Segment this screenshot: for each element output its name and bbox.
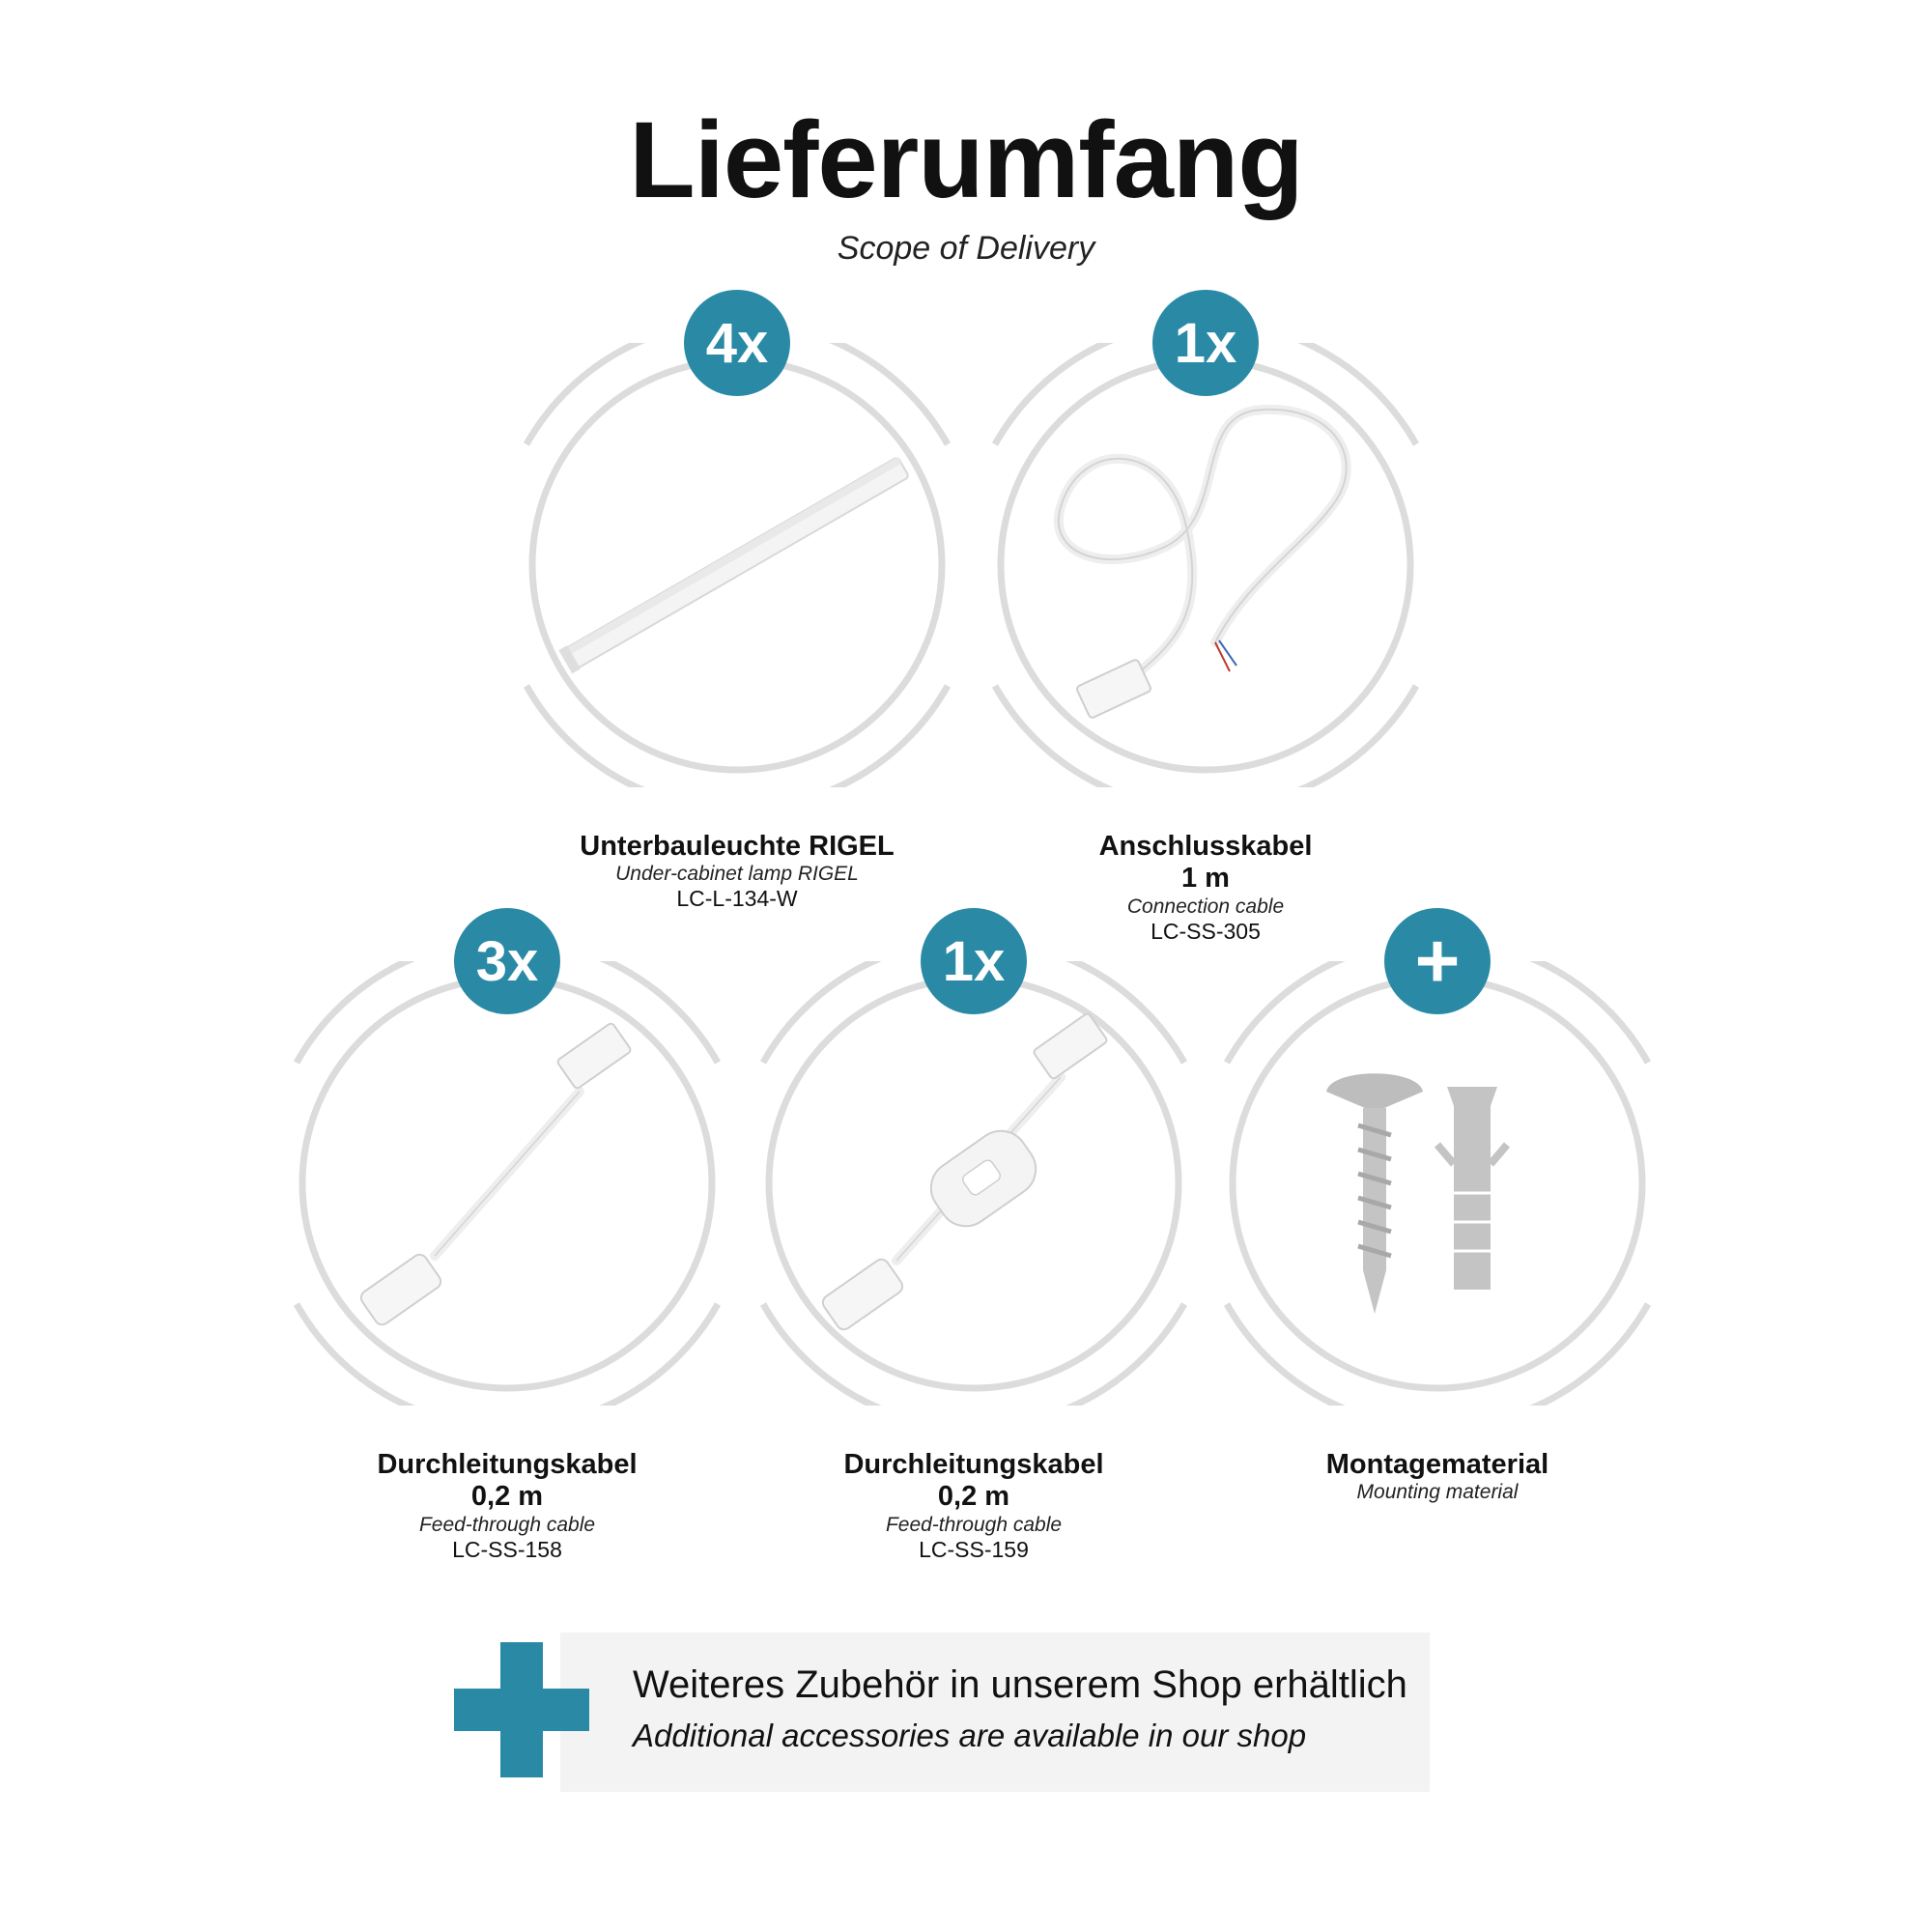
screw-and-dowel-icon [1254, 1000, 1621, 1367]
feed-through-cable-icon [324, 1000, 691, 1367]
quantity-badge: 1x [1152, 290, 1259, 396]
plus-icon [454, 1642, 589, 1777]
item-name: Durchleitungskabel [843, 1449, 1104, 1480]
item-connection-cable [983, 311, 1428, 787]
item-length: 1 m [1181, 863, 1230, 895]
item-name: Durchleitungskabel [377, 1449, 638, 1480]
item-length: 0,2 m [470, 1481, 544, 1513]
item-english-name: Mounting material [1356, 1481, 1519, 1504]
caption-mounting-material [1215, 1449, 1660, 1504]
page-subtitle: Scope of Delivery [837, 230, 1095, 267]
page-title: Lieferumfang [629, 99, 1303, 220]
item-mounting-material [1215, 918, 1660, 1406]
item-name: Montagematerial [1325, 1449, 1549, 1480]
caption-feed-through-cable-158 [285, 1449, 729, 1562]
item-english-name: Feed-through cable [885, 1513, 1063, 1536]
item-code: LC-SS-158 [452, 1536, 562, 1562]
feed-through-cable-switch-icon [790, 1000, 1157, 1367]
item-code: LC-SS-159 [919, 1536, 1029, 1562]
accessories-text-english: Additional accessories are available in our shop [633, 1718, 1307, 1753]
item-english-name: Connection cable [1126, 895, 1285, 918]
item-feed-through-cable-switch [752, 929, 1196, 1406]
item-under-cabinet-lamp [515, 311, 959, 787]
item-length: 0,2 m [937, 1481, 1010, 1513]
plus-badge: + [1384, 908, 1491, 1014]
quantity-badge: 3x [454, 908, 560, 1014]
item-feed-through-cable [285, 929, 729, 1406]
connection-cable-icon [1022, 382, 1389, 749]
item-code: LC-L-134-W [676, 886, 798, 912]
under-cabinet-lamp-icon [554, 382, 921, 749]
quantity-badge: 1x [921, 908, 1027, 1014]
item-english-name: Under-cabinet lamp RIGEL [615, 863, 859, 886]
accessories-text: Weiteres Zubehör in unserem Shop erhältlich [633, 1663, 1407, 1706]
caption-feed-through-cable-159 [752, 1449, 1196, 1562]
quantity-badge: 4x [684, 290, 790, 396]
item-code: LC-SS-305 [1151, 918, 1261, 944]
item-name: Anschlusskabel [1098, 831, 1313, 862]
caption-under-cabinet-lamp [515, 831, 959, 912]
caption-connection-cable [983, 831, 1428, 944]
accessories-banner [560, 1633, 1430, 1792]
item-name: Unterbauleuchte RIGEL [580, 831, 895, 862]
item-english-name: Feed-through cable [418, 1513, 596, 1536]
